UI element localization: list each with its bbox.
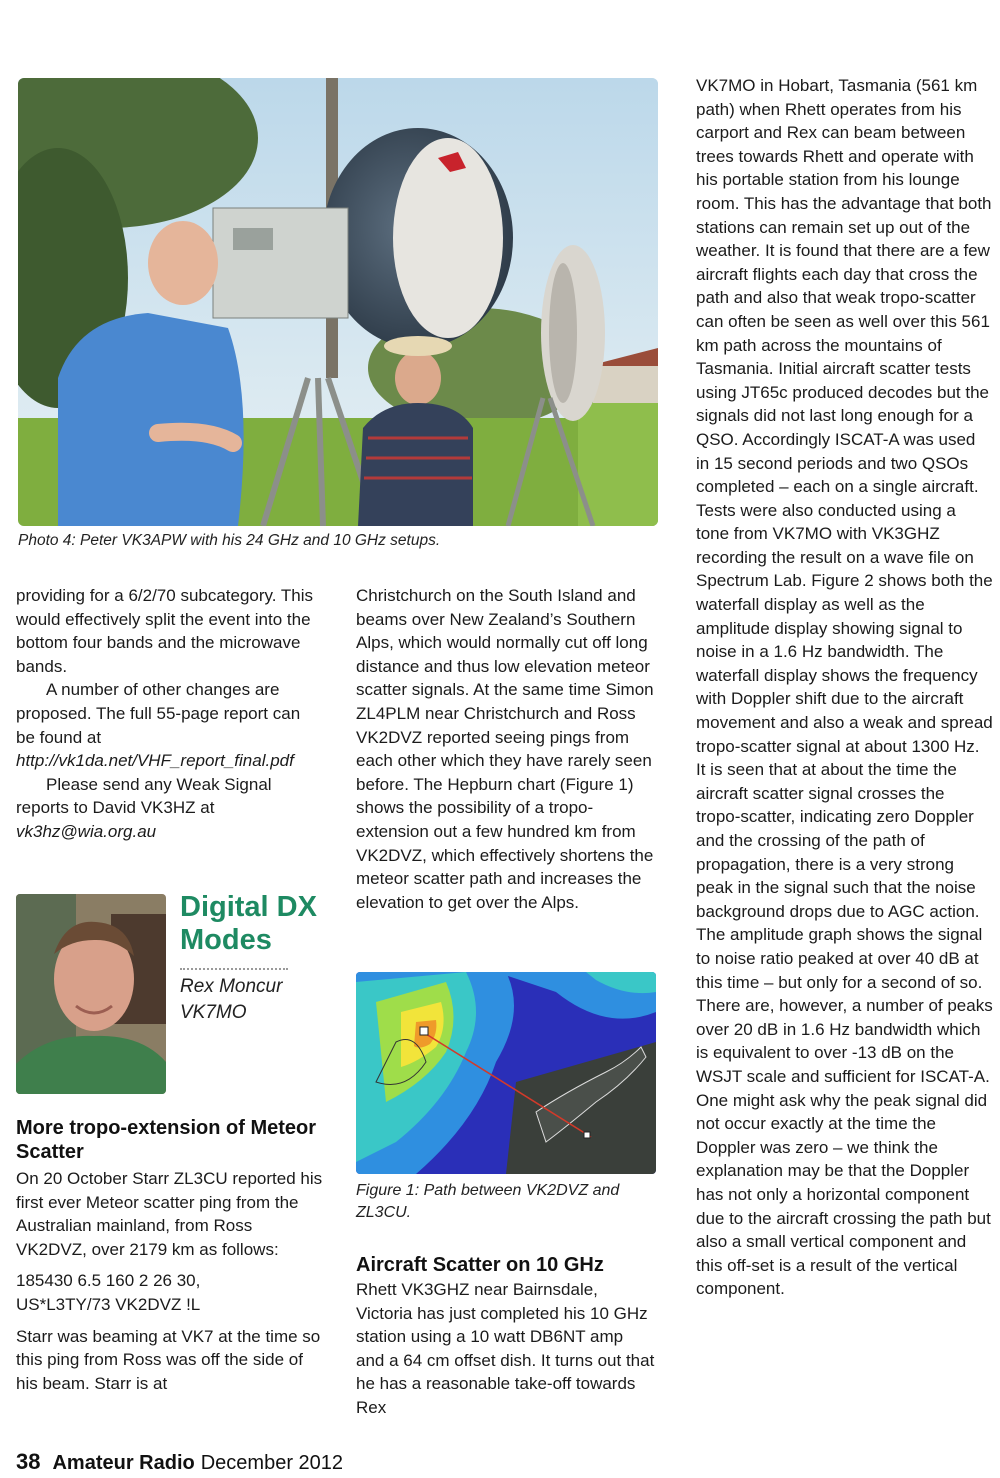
issue-date: December 2012: [200, 1452, 344, 1474]
ping-report-line-1: 185430 6.5 160 2 26 30,: [16, 1271, 201, 1291]
middle-column: [356, 584, 662, 914]
column-title-line-1: Digital DX: [180, 891, 317, 923]
page-footer: [16, 1449, 343, 1475]
hepburn-chart-image: [356, 972, 656, 1174]
author-byline: [180, 974, 340, 1026]
author-name: Rex Moncur: [180, 976, 283, 997]
middle-paragraph-1: Christchurch on the South Island and beams over New Zealand’s Southern Alps, which would normally cut off long distance and thus low elevation meteor scatter signals. At the same time Simon ZL4PLM near Christchurch and Ross VK2DVZ reported seeing pings from each other which they have rarely seen before. The Hepburn chart (Figure 1) shows the possibility of a tropo-extension out a few hundred km from VK2DVZ, which effectively shortens the meteor scatter path and increases the elevation to get over the Alps.: [356, 586, 654, 912]
figure-1-map: [356, 972, 656, 1174]
right-paragraph-1: VK7MO in Hobart, Tasmania (561 km path) when Rhett operates from his carport and Rex can beam between trees towards Rhett and operate with his portable station from his lounge room. This has the advantage that both stations can remain set up out of the weather. It is found that there are a few aircraft flights each day that cross the path and also that weak tropo-scatter can often be seen as well over this 561 km path across the mountains of Tasmania. Initial aircraft scatter tests using JT65c produced decodes but the signals did not last long enough for a QSO. Accordingly ISCAT-A was used in 15 second periods and two QSOs completed – each on a single aircraft. Tests were also conducted using a tone from VK7MO with VK3GHZ recording the result on a wave file on Spectrum Lab. Figure 2 shows both the waterfall display as well as the amplitude display showing signal to noise in a 1.6 Hz bandwidth. The waterfall display shows the frequency with Doppler shift due to the aircraft movement and also a weak and spread tropo-scatter signal at about 1300 Hz.: [696, 76, 993, 756]
column-title-line-2: Modes: [180, 924, 272, 956]
email-link[interactable]: vk3hz@wia.org.au: [16, 821, 157, 841]
magazine-name: Amateur Radio: [52, 1452, 195, 1474]
right-paragraph-2: It is seen that at about the time the aircraft scatter signal crosses the tropo-scatter, indicating zero Doppler and the crossing of the path of propagation, there is a very strong peak in the signal such that the noise background drops due to AGC action. The amplitude graph shows the signal to noise ratio peaked at over 40 dB at this time – but only for a second of so. There are, however, a number of peaks over 20 dB in 1.6 Hz bandwidth which is equivalent to over -13 dB on the WSJT scale and sufficient for ISCAT-A. One might ask why the peak signal did not occur exactly at the time the Doppler was zero – we think the explanation may be that the Doppler has not only a horizontal component due to the aircraft crossing the path but also a small vertical component and this off-set is a result of the vertical component.: [696, 760, 993, 1299]
author-portrait: [16, 894, 166, 1094]
photo-image: [18, 78, 658, 526]
article-2-body: [356, 1278, 656, 1420]
figure-1-caption: Figure 1: Path between VK2DVZ and ZL3CU.: [356, 1182, 620, 1221]
left-paragraph-1: providing for a 6/2/70 subcategory. This would effectively split the event into the bottom four bands and the microwave bands.: [16, 586, 314, 676]
author-callsign: VK7MO: [180, 1002, 247, 1023]
left-paragraph-3: Please send any Weak Signal reports to David VK3HZ at vk3hz@wia.org.au: [16, 774, 272, 841]
article-1-paragraph-1: On 20 October Starr ZL3CU reported his first ever Meteor scatter ping from the Australian mainland, from Ross VK2DVZ, over 2179 km as follows:: [16, 1169, 323, 1259]
left-column: [16, 584, 321, 844]
photo-caption: Photo 4: Peter VK3APW with his 24 GHz and 10 GHz setups.: [18, 532, 441, 549]
article-1-heading: More tropo-extension of Meteor Scatter: [16, 1117, 317, 1163]
title-divider: [180, 968, 288, 970]
article-1-body: [16, 1167, 324, 1395]
ping-report-line-2: US*L3TY/73 VK2DVZ !L: [16, 1294, 201, 1314]
photo-vk3apw-setup: [18, 78, 658, 526]
article-2-heading: Aircraft Scatter on 10 GHz: [356, 1254, 604, 1276]
left-paragraph-2: A number of other changes are proposed. The full 55-page report can be found at http://vk1da.net/VHF_report_final.pdf: [16, 680, 301, 771]
article-1-paragraph-3: Starr was beaming at VK7 at the time so this ping from Ross was off the side of his beam. Starr is at: [16, 1326, 321, 1393]
right-column: [696, 74, 993, 1301]
report-link[interactable]: http://vk1da.net/VHF_report_final.pdf: [16, 751, 294, 771]
article-2-paragraph-1: Rhett VK3GHZ near Bairnsdale, Victoria has just completed his 10 GHz station using a 10 watt DB6NT amp and a 64 cm offset dish. It turns out that he has a reasonable take-off towards Rex: [356, 1280, 655, 1417]
page-number: 38: [16, 1449, 41, 1474]
column-title: [180, 891, 340, 957]
author-photo: [16, 894, 166, 1094]
